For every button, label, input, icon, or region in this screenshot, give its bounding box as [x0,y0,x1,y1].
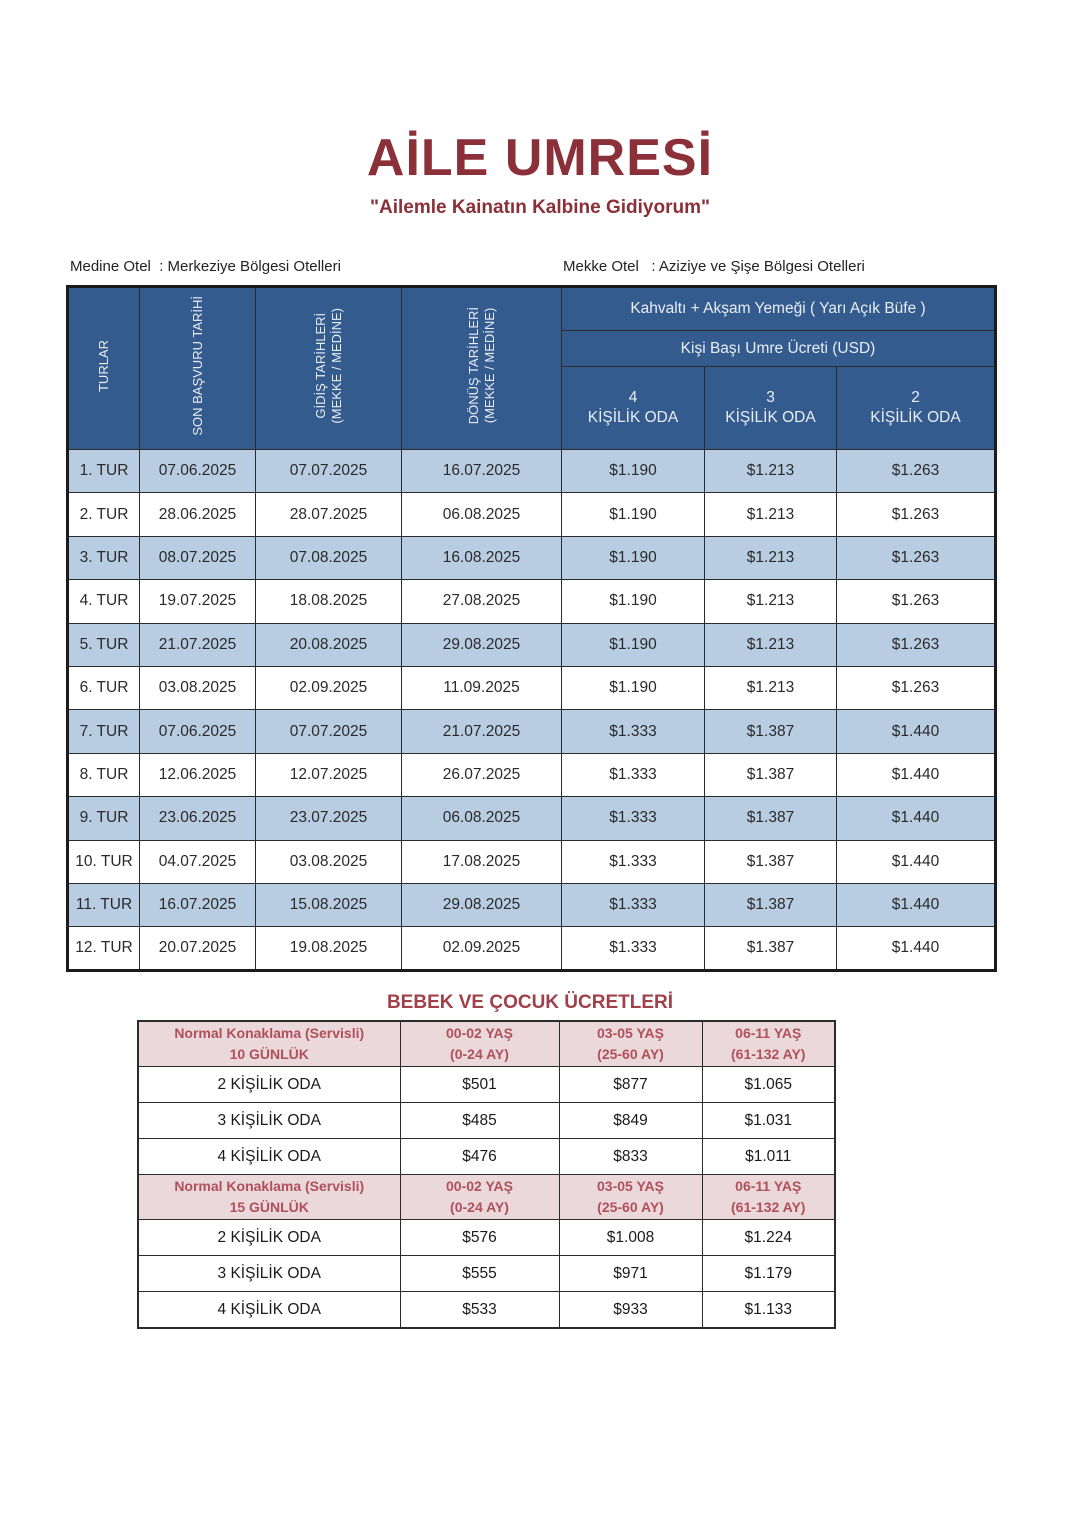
price-age-0-2: $501 [400,1067,559,1103]
deadline-date: 23.06.2025 [140,797,256,840]
return-date: 02.09.2025 [402,927,562,970]
room-type: 4 KİŞİLİK ODA [138,1139,400,1175]
header-room-3: 3 KİŞİLİK ODA [705,367,837,450]
age-group-0-2: 00-02 YAŞ (0-24 AY) [400,1021,559,1067]
departure-date: 28.07.2025 [256,493,402,536]
price-3-person: $1.213 [705,450,837,493]
age-group-6-11: 06-11 YAŞ (61-132 AY) [702,1021,835,1067]
departure-date: 02.09.2025 [256,666,402,709]
medine-hotel-info: Medine Otel : Merkeziye Bölgesi Otelleri [70,258,341,275]
return-date: 17.08.2025 [402,840,562,883]
tour-name: 1. TUR [68,450,140,493]
price-3-person: $1.387 [705,753,837,796]
price-3-person: $1.213 [705,536,837,579]
price-3-person: $1.387 [705,840,837,883]
price-4-person: $1.190 [562,580,705,623]
table-row [68,753,996,796]
deadline-date: 03.08.2025 [140,666,256,709]
price-4-person: $1.333 [562,840,705,883]
deadline-date: 28.06.2025 [140,493,256,536]
departure-date: 15.08.2025 [256,883,402,926]
return-date: 26.07.2025 [402,753,562,796]
age-group-3-5: 03-05 YAŞ (25-60 AY) [559,1021,702,1067]
price-4-person: $1.333 [562,797,705,840]
child-price-row [138,1103,835,1139]
departure-date: 19.08.2025 [256,927,402,970]
price-4-person: $1.190 [562,666,705,709]
departure-date: 23.07.2025 [256,797,402,840]
price-3-person: $1.213 [705,666,837,709]
departure-date: 18.08.2025 [256,580,402,623]
tour-price-table [66,285,997,972]
price-2-person: $1.440 [837,797,996,840]
price-age-0-2: $533 [400,1292,559,1329]
deadline-date: 16.07.2025 [140,883,256,926]
price-3-person: $1.213 [705,580,837,623]
price-4-person: $1.333 [562,710,705,753]
room-type: 2 KİŞİLİK ODA [138,1067,400,1103]
price-3-person: $1.387 [705,797,837,840]
table-row [68,623,996,666]
return-date: 29.08.2025 [402,883,562,926]
departure-date: 03.08.2025 [256,840,402,883]
child-stay-label: Normal Konaklama (Servisli) 15 GÜNLÜK [138,1175,400,1220]
price-age-6-11: $1.011 [702,1139,835,1175]
table-row [68,840,996,883]
price-2-person: $1.263 [837,666,996,709]
tour-name: 9. TUR [68,797,140,840]
table-row [68,797,996,840]
price-age-3-5: $849 [559,1103,702,1139]
return-date: 16.07.2025 [402,450,562,493]
header-room-2: 2 KİŞİLİK ODA [837,367,996,450]
price-2-person: $1.263 [837,450,996,493]
price-age-0-2: $555 [400,1256,559,1292]
tour-name: 3. TUR [68,536,140,579]
deadline-date: 07.06.2025 [140,710,256,753]
mekke-hotel-info: Mekke Otel : Aziziye ve Şişe Bölgesi Otelleri [563,258,865,275]
child-price-row [138,1220,835,1256]
table-row [68,580,996,623]
price-2-person: $1.263 [837,493,996,536]
tour-name: 7. TUR [68,710,140,753]
child-group-header [138,1021,835,1067]
deadline-date: 12.06.2025 [140,753,256,796]
table-row [68,927,996,970]
page-title: AİLE UMRESİ [366,129,714,187]
price-age-3-5: $833 [559,1139,702,1175]
departure-date: 20.08.2025 [256,623,402,666]
return-date: 16.08.2025 [402,536,562,579]
price-age-0-2: $476 [400,1139,559,1175]
price-age-6-11: $1.133 [702,1292,835,1329]
room-type: 3 KİŞİLİK ODA [138,1256,400,1292]
return-date: 06.08.2025 [402,493,562,536]
child-price-row [138,1139,835,1175]
tour-name: 11. TUR [68,883,140,926]
room-type: 3 KİŞİLİK ODA [138,1103,400,1139]
price-2-person: $1.263 [837,580,996,623]
child-stay-label: Normal Konaklama (Servisli) 10 GÜNLÜK [138,1021,400,1067]
price-age-3-5: $971 [559,1256,702,1292]
page-subtitle: "Ailemle Kainatın Kalbine Gidiyorum" [369,197,711,218]
price-age-6-11: $1.065 [702,1067,835,1103]
price-4-person: $1.333 [562,883,705,926]
header-meal: Kahvaltı + Akşam Yemeği ( Yarı Açık Büfe ) [562,287,996,331]
header-room-4: 4 KİŞİLİK ODA [562,367,705,450]
tour-name: 2. TUR [68,493,140,536]
price-4-person: $1.190 [562,450,705,493]
child-price-row [138,1067,835,1103]
deadline-date: 19.07.2025 [140,580,256,623]
departure-date: 07.07.2025 [256,710,402,753]
room-type: 4 KİŞİLİK ODA [138,1292,400,1329]
price-4-person: $1.333 [562,927,705,970]
room-type: 2 KİŞİLİK ODA [138,1220,400,1256]
price-2-person: $1.263 [837,536,996,579]
age-group-3-5: 03-05 YAŞ (25-60 AY) [559,1175,702,1220]
price-age-0-2: $485 [400,1103,559,1139]
tour-name: 12. TUR [68,927,140,970]
return-date: 27.08.2025 [402,580,562,623]
price-age-6-11: $1.031 [702,1103,835,1139]
child-price-row [138,1292,835,1329]
deadline-date: 07.06.2025 [140,450,256,493]
header-gidis: GİDİŞ TARİHLERİ (MEKKE / MEDİNE) [256,287,402,450]
tour-name: 8. TUR [68,753,140,796]
price-3-person: $1.213 [705,493,837,536]
deadline-date: 04.07.2025 [140,840,256,883]
return-date: 11.09.2025 [402,666,562,709]
price-2-person: $1.440 [837,710,996,753]
return-date: 29.08.2025 [402,623,562,666]
departure-date: 07.07.2025 [256,450,402,493]
child-prices-title: BEBEK VE ÇOCUK ÜCRETLERİ [386,992,674,1013]
return-date: 06.08.2025 [402,797,562,840]
price-age-3-5: $933 [559,1292,702,1329]
price-4-person: $1.190 [562,493,705,536]
price-3-person: $1.387 [705,710,837,753]
price-2-person: $1.440 [837,753,996,796]
table-row [68,710,996,753]
price-4-person: $1.333 [562,753,705,796]
price-age-3-5: $877 [559,1067,702,1103]
departure-date: 12.07.2025 [256,753,402,796]
deadline-date: 08.07.2025 [140,536,256,579]
return-date: 21.07.2025 [402,710,562,753]
table-row [68,493,996,536]
price-3-person: $1.213 [705,623,837,666]
header-donus: DÖNÜŞ TARİHLERİ (MEKKE / MEDİNE) [402,287,562,450]
child-price-row [138,1256,835,1292]
price-2-person: $1.440 [837,840,996,883]
price-2-person: $1.263 [837,623,996,666]
price-3-person: $1.387 [705,883,837,926]
table-row [68,536,996,579]
tour-name: 5. TUR [68,623,140,666]
tour-name: 6. TUR [68,666,140,709]
child-price-table [137,1020,836,1329]
age-group-6-11: 06-11 YAŞ (61-132 AY) [702,1175,835,1220]
price-2-person: $1.440 [837,927,996,970]
header-turlar: TURLAR [68,287,140,450]
price-4-person: $1.190 [562,623,705,666]
price-age-3-5: $1.008 [559,1220,702,1256]
price-age-0-2: $576 [400,1220,559,1256]
header-price-label: Kişi Başı Umre Ücreti (USD) [562,331,996,367]
tour-name: 4. TUR [68,580,140,623]
price-age-6-11: $1.224 [702,1220,835,1256]
departure-date: 07.08.2025 [256,536,402,579]
deadline-date: 21.07.2025 [140,623,256,666]
price-4-person: $1.190 [562,536,705,579]
table-row [68,450,996,493]
age-group-0-2: 00-02 YAŞ (0-24 AY) [400,1175,559,1220]
table-row [68,883,996,926]
header-son-basvuru: SON BAŞVURU TARİHİ [140,287,256,450]
deadline-date: 20.07.2025 [140,927,256,970]
tour-name: 10. TUR [68,840,140,883]
price-3-person: $1.387 [705,927,837,970]
price-2-person: $1.440 [837,883,996,926]
table-row [68,666,996,709]
child-group-header [138,1175,835,1220]
price-age-6-11: $1.179 [702,1256,835,1292]
